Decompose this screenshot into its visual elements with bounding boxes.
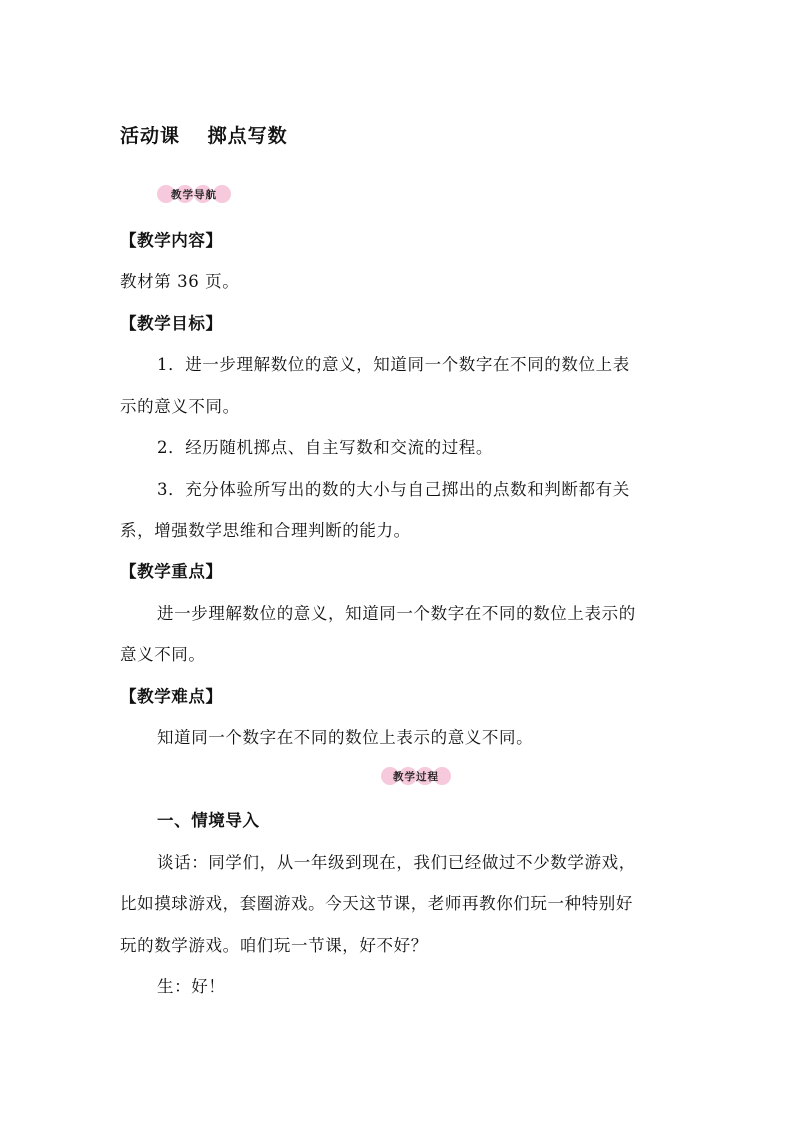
goal-1-line-1: 1．进一步理解数位的意义，知道同一个数字在不同的数位上表 xyxy=(157,355,630,374)
talk-line-1: 谈话：同学们，从一年级到现在，我们已经做过不少数学游戏， xyxy=(157,853,636,872)
talk-line-2: 比如摸球游戏，套圈游戏。今天这节课，老师再教你们玩一种特别好 xyxy=(120,894,633,913)
process-badge-label: 教学过程 xyxy=(393,770,439,783)
content-heading: 【教学内容】 xyxy=(120,231,223,250)
process-badge xyxy=(380,766,452,786)
goals-heading: 【教学目标】 xyxy=(120,314,223,333)
difficult-text: 知道同一个数字在不同的数位上表示的意义不同。 xyxy=(157,728,534,747)
key-line-1: 进一步理解数位的意义，知道同一个数字在不同的数位上表示的 xyxy=(157,604,636,623)
talk-line-3: 玩的数学游戏。咱们玩一节课，好不好？ xyxy=(120,936,428,955)
key-heading: 【教学重点】 xyxy=(120,562,223,581)
page-title: 活动课 掷点写数 xyxy=(120,125,288,147)
nav-badge-label: 教学导航 xyxy=(171,188,217,201)
goal-2: 2．经历随机掷点、自主写数和交流的过程。 xyxy=(157,438,493,457)
intro-heading: 一、情境导入 xyxy=(157,811,260,830)
goal-3-line-2: 系，增强数学思维和合理判断的能力。 xyxy=(120,521,411,540)
goal-1-line-2: 示的意义不同。 xyxy=(120,397,240,416)
content-text: 教材第 36 页。 xyxy=(120,272,240,291)
key-line-2: 意义不同。 xyxy=(120,645,206,664)
nav-badge xyxy=(156,184,232,204)
goal-3-line-1: 3．充分体验所写出的数的大小与自己掷出的点数和判断都有关 xyxy=(157,480,630,499)
student-reply: 生：好！ xyxy=(157,977,226,996)
difficult-heading: 【教学难点】 xyxy=(120,687,223,706)
